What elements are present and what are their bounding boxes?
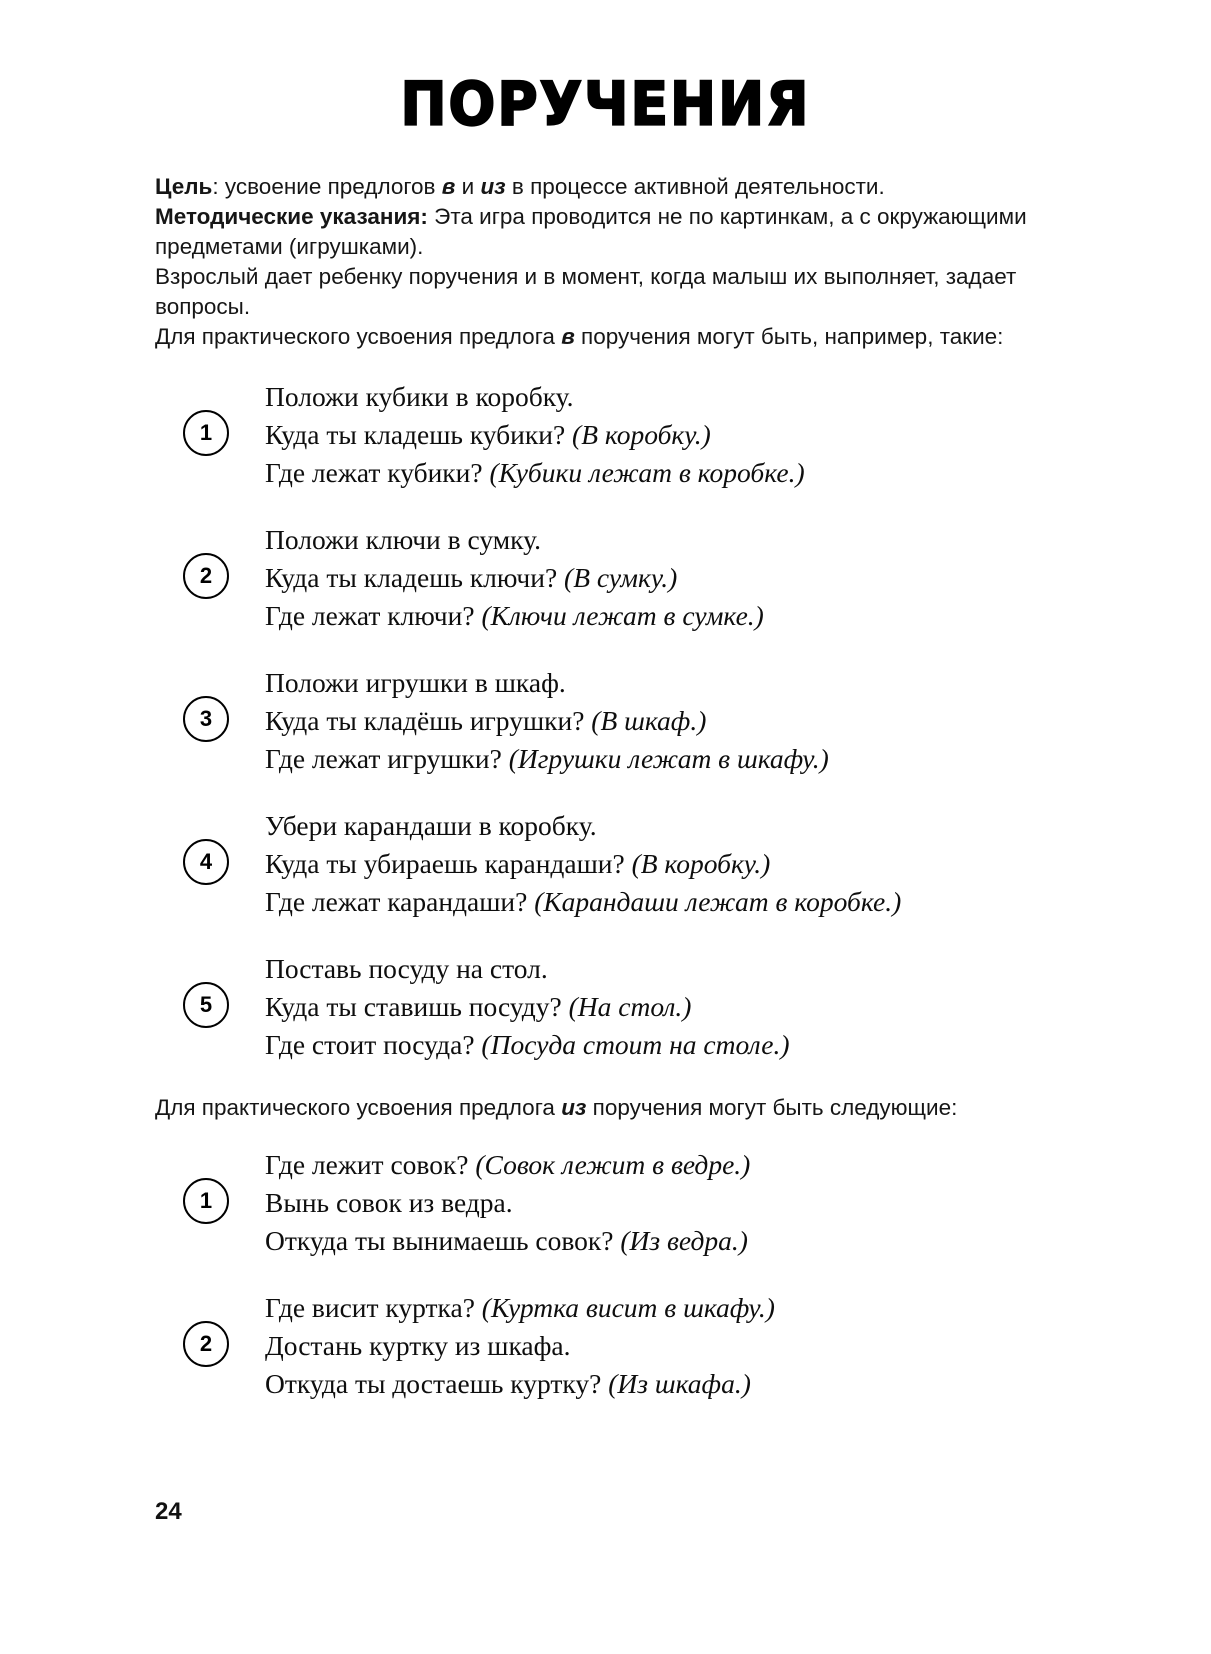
line-answer: (Ключи лежат в сумке.) (481, 599, 764, 631)
goal-paragraph (155, 172, 1061, 202)
line-main: Откуда ты достаешь куртку? (265, 1368, 609, 1400)
exercises-v-list (155, 378, 1211, 1064)
item-line (265, 950, 789, 988)
item-line (265, 883, 901, 921)
line-main: Убери карандаши в коробку. (265, 809, 597, 841)
exercise-item-iz-2 (155, 1289, 1211, 1403)
exercise-item-iz-1 (155, 1146, 1211, 1260)
item-text (265, 1289, 775, 1403)
goal-text-1: : усвоение предлогов (212, 174, 442, 199)
line-main: Положи игрушки в шкаф. (265, 666, 566, 698)
item-number: 2 (199, 1331, 213, 1357)
item-line (265, 597, 764, 635)
item-line (265, 740, 829, 778)
goal-label: Цель (155, 174, 213, 199)
line-main: Откуда ты вынимаешь совок? (265, 1225, 621, 1257)
item-number-badge (183, 839, 229, 885)
exercise-item-v-3 (155, 664, 1211, 778)
practice-v-post: поручения могут быть, например, такие: (574, 323, 1004, 349)
line-answer: (Кубики лежат в коробке.) (489, 456, 805, 488)
adult-paragraph: Взрослый дает ребенку поручения и в момент, когда малыш их выполняет, задает вопросы. (155, 263, 1017, 319)
item-number-badge (183, 410, 229, 456)
line-answer: (Совок лежит в ведре.) (475, 1149, 751, 1181)
item-line (265, 845, 901, 883)
item-text (265, 1146, 750, 1260)
practice-v-word: в (561, 323, 575, 349)
line-answer: (Из шкафа.) (608, 1368, 751, 1400)
line-main: Поставь посуду на стол. (265, 952, 548, 984)
exercise-item-v-2 (155, 521, 1211, 635)
item-line (265, 1327, 775, 1365)
item-line (265, 1222, 750, 1260)
line-main: Куда ты кладешь ключи? (265, 561, 565, 593)
item-line (265, 702, 829, 740)
line-main: Где висит куртка? (265, 1292, 482, 1324)
goal-text-2: и (455, 174, 481, 199)
line-main: Где лежат карандаши? (265, 885, 535, 917)
item-number-badge (183, 1321, 229, 1367)
exercises-iz-list (155, 1146, 1211, 1403)
item-line (265, 378, 805, 416)
line-main: Где лежат игрушки? (265, 742, 509, 774)
practice-iz-post: поручения могут быть следующие: (586, 1094, 958, 1120)
line-main: Вынь совок из ведра. (265, 1187, 513, 1219)
practice-v-paragraph (155, 322, 1061, 352)
item-line (265, 1289, 775, 1327)
line-main: Куда ты кладёшь игрушки? (265, 704, 592, 736)
item-line (265, 1026, 789, 1064)
line-main: Где лежат ключи? (265, 599, 482, 631)
line-answer: (Посуда стоит на столе.) (481, 1028, 790, 1060)
item-number: 4 (199, 848, 213, 874)
exercise-item-v-4 (155, 807, 1211, 921)
method-paragraph (155, 202, 1061, 262)
line-main: Куда ты убираешь карандаши? (265, 847, 632, 879)
item-number: 5 (199, 991, 213, 1017)
item-line (265, 521, 764, 559)
item-line (265, 988, 789, 1026)
line-main: Положи кубики в коробку. (265, 380, 574, 412)
line-answer: (В шкаф.) (591, 704, 707, 736)
item-line (265, 1146, 750, 1184)
line-main: Положи ключи в сумку. (265, 523, 541, 555)
item-number: 1 (199, 1188, 213, 1214)
preposition-v: в (441, 174, 456, 199)
line-answer: (В коробку.) (572, 418, 711, 450)
item-text (265, 378, 805, 492)
item-line (265, 454, 805, 492)
preposition-iz: из (480, 174, 506, 199)
item-text (265, 950, 789, 1064)
practice-v-pre: Для практического усвоения предлога (155, 323, 562, 349)
line-answer: (Игрушки лежат в шкафу.) (508, 742, 829, 774)
line-answer: (Карандаши лежат в коробке.) (534, 885, 902, 917)
intro-text (155, 172, 1061, 352)
line-answer: (В коробку.) (631, 847, 771, 879)
item-line (265, 664, 829, 702)
line-main: Достань куртку из шкафа. (265, 1330, 571, 1362)
method-text: Эта игра проводится не по картинкам, а с окружающими предметами (игрушками). (155, 203, 1027, 259)
item-line (265, 416, 805, 454)
line-main: Куда ты ставишь посуду? (265, 990, 569, 1022)
page-title: ПОРУЧЕНИЯ (400, 69, 811, 139)
item-line (265, 1184, 750, 1222)
goal-text-3: в процессе активной деятельности. (505, 174, 885, 199)
exercise-item-v-1 (155, 378, 1211, 492)
line-answer: (В сумку.) (564, 561, 678, 593)
line-answer: (Из ведра.) (620, 1225, 748, 1257)
item-line (265, 559, 764, 597)
item-text (265, 807, 901, 921)
exercise-item-v-5 (155, 950, 1211, 1064)
item-line (265, 807, 901, 845)
item-text (265, 664, 829, 778)
line-main: Где лежат кубики? (265, 456, 490, 488)
line-answer: (Куртка висит в шкафу.) (481, 1292, 775, 1324)
practice-iz-pre: Для практического усвоения предлога (155, 1094, 562, 1120)
practice-iz-paragraph (155, 1093, 1061, 1123)
item-number-badge (183, 553, 229, 599)
method-label: Методические указания: (155, 203, 428, 229)
item-number: 1 (199, 419, 213, 445)
item-text (265, 521, 764, 635)
line-answer: (На стол.) (568, 990, 692, 1022)
item-number-badge (183, 982, 229, 1028)
item-line (265, 1365, 775, 1403)
page-number: 24 (155, 1498, 182, 1525)
line-main: Куда ты кладешь кубики? (265, 418, 573, 450)
item-number-badge (183, 1178, 229, 1224)
item-number: 3 (199, 705, 213, 731)
practice-iz-word: из (561, 1094, 587, 1120)
item-number-badge (183, 696, 229, 742)
line-main: Где стоит посуда? (265, 1028, 482, 1060)
item-number: 2 (199, 562, 213, 588)
line-main: Где лежит совок? (265, 1149, 476, 1181)
